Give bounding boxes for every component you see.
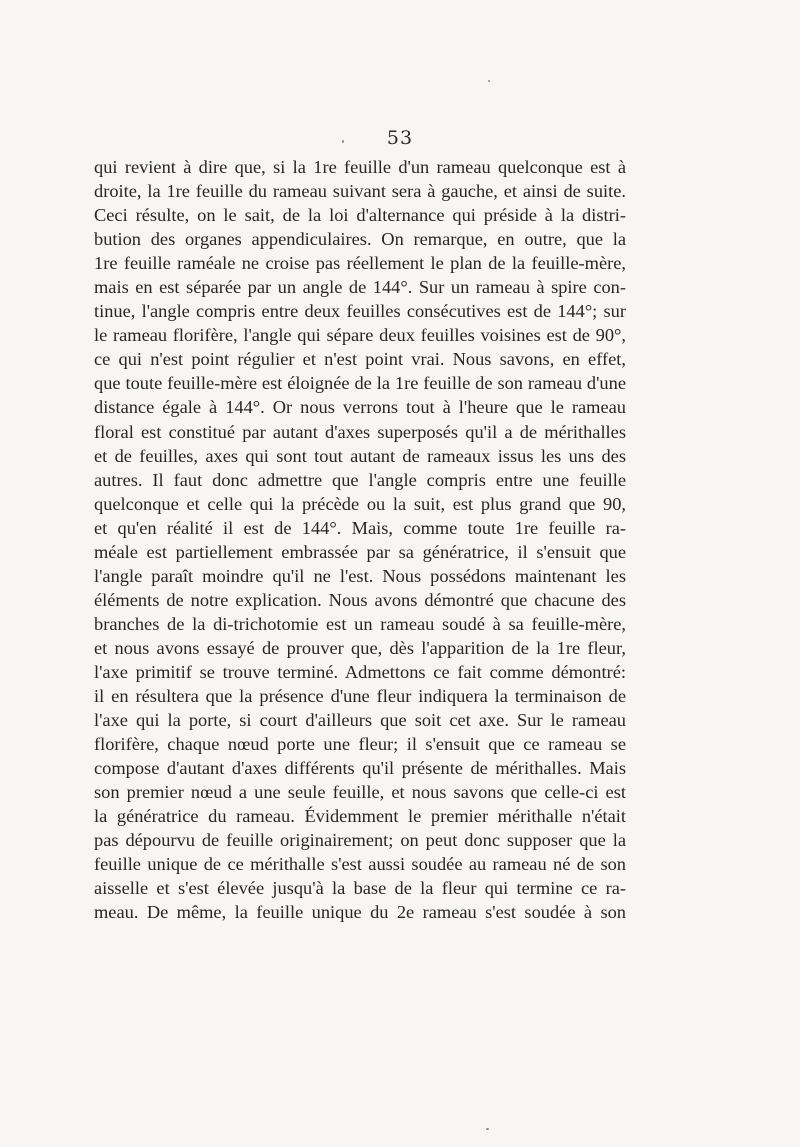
text-line: feuille unique de ce mérithalle s'est aussi soudée au rameau né de son [94, 854, 626, 875]
body-text [94, 155, 626, 925]
text-line: 1re feuille raméale ne croise pas réellement le plan de la feuille-mère, [94, 253, 626, 274]
text-line: pas dépourvu de feuille originairement; on peut donc supposer que la [94, 830, 626, 851]
text-line: et de feuilles, axes qui sont tout autant de rameaux issus les uns des [94, 445, 626, 466]
text-line: florifère, chaque nœud porte une fleur; il s'ensuit que ce rameau se [94, 734, 626, 755]
text-line: quelconque et celle qui la précède ou la suit, est plus grand que 90, [94, 493, 626, 514]
text-line: mais en est séparée par un angle de 144°. Sur un rameau à spire con- [94, 277, 626, 298]
paper-speck [488, 80, 490, 82]
text-line: Ceci résulte, on le sait, de la loi d'alternance qui préside à la distri- [94, 205, 626, 226]
text-line: compose d'autant d'axes différents qu'il présente de mérithalles. Mais [94, 758, 626, 779]
paper-speck [486, 1128, 489, 1130]
text-line: que toute feuille-mère est éloignée de la 1re feuille de son rameau d'une [94, 373, 626, 394]
paper-speck [342, 140, 344, 143]
text-line: l'angle paraît moindre qu'il ne l'est. Nous possédons maintenant les [94, 565, 626, 586]
text-line: le rameau florifère, l'angle qui sépare deux feuilles voisines est de 90°, [94, 325, 626, 346]
text-line: son premier nœud a une seule feuille, et nous savons que celle-ci est [94, 782, 626, 803]
text-line: la génératrice du rameau. Évidemment le premier mérithalle n'était [94, 806, 626, 827]
page-number: 53 [386, 127, 414, 149]
text-line: l'axe qui la porte, si court d'ailleurs que soit cet axe. Sur le rameau [94, 710, 626, 731]
text-line: droite, la 1re feuille du rameau suivant sera à gauche, et ainsi de suite. [94, 181, 626, 202]
text-line: autres. Il faut donc admettre que l'angle compris entre une feuille [94, 469, 626, 490]
text-line: branches de la di-trichotomie est un rameau soudé à sa feuille-mère, [94, 613, 626, 634]
text-line: floral est constitué par autant d'axes superposés qu'il a de mérithalles [94, 421, 626, 442]
text-line: distance égale à 144°. Or nous verrons tout à l'heure que le rameau [94, 397, 626, 418]
text-line: ce qui n'est point régulier et n'est point vrai. Nous savons, en effet, [94, 349, 626, 370]
text-line: et nous avons essayé de prouver que, dès l'apparition de la 1re fleur, [94, 637, 626, 658]
text-line: éléments de notre explication. Nous avons démontré que chacune des [94, 589, 626, 610]
text-line: aisselle et s'est élevée jusqu'à la base de la fleur qui termine ce ra- [94, 878, 626, 899]
text-line: et qu'en réalité il est de 144°. Mais, comme toute 1re feuille ra- [94, 517, 626, 538]
text-line: l'axe primitif se trouve terminé. Admettons ce fait comme démontré: [94, 661, 626, 682]
text-line: tinue, l'angle compris entre deux feuilles consécutives est de 144°; sur [94, 301, 626, 322]
text-line: meau. De même, la feuille unique du 2e rameau s'est soudée à son [94, 902, 626, 923]
text-line: bution des organes appendiculaires. On remarque, en outre, que la [94, 229, 626, 250]
text-line: méale est partiellement embrassée par sa génératrice, il s'ensuit que [94, 541, 626, 562]
text-line: qui revient à dire que, si la 1re feuille d'un rameau quelconque est à [94, 157, 626, 177]
text-line: il en résultera que la présence d'une fleur indiquera la terminaison de [94, 686, 626, 707]
